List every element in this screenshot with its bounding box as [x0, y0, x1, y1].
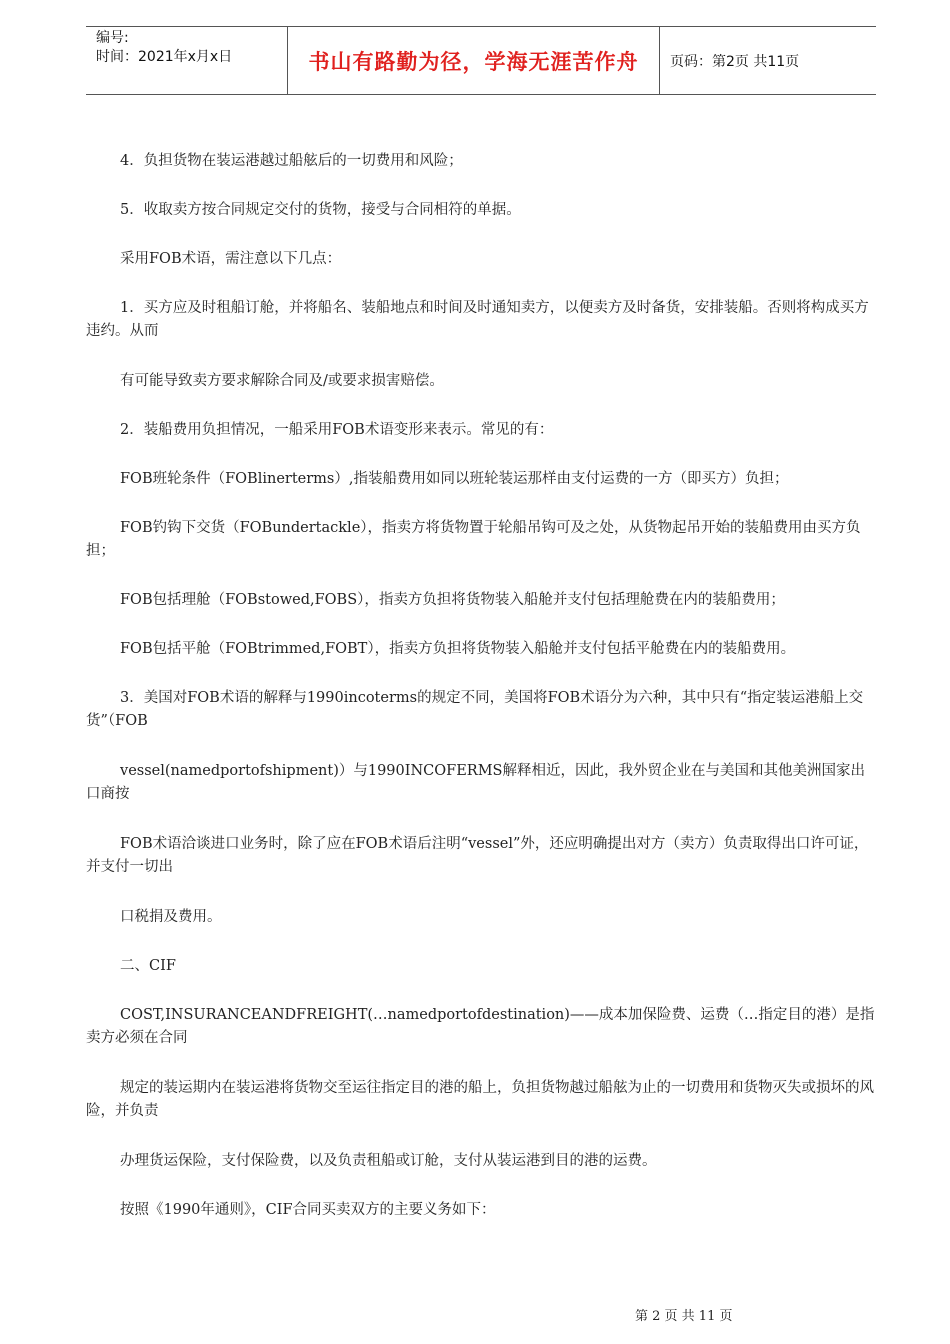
paragraph: 按照《1990年通则》，CIF合同买卖双方的主要义务如下： [120, 1202, 496, 1218]
paragraph: FOB班轮条件（FOBlinerterms）,指装船费用如同以班轮装运那样由支付运费的一方（即买方）负担； [120, 471, 789, 487]
paragraph: FOB钓钩下交货（FOBundertackle），指卖方将货物置于轮船吊钩可及之处，从货物起吊开始的装船费用由买方负担； [86, 520, 861, 559]
paragraph: 5．收取卖方按合同规定交付的货物，接受与合同相符的单据。 [120, 202, 521, 218]
footer-page-number: 第 2 页 共 11 页 [635, 1309, 733, 1324]
paragraph: 办理货运保险，支付保险费，以及负责租船或订舱，支付从装运港到目的港的运费。 [120, 1153, 657, 1169]
paragraph: 4．负担货物在装运港越过船舷后的一切费用和风险； [120, 153, 463, 169]
paragraph: FOB包括理舱（FOBstowed,FOBS），指卖方负担将货物装入船舱并支付包括理舱费在内的装船费用； [120, 592, 785, 608]
time-label: 时间：2021年x月x日 [96, 49, 233, 65]
paragraph: 有可能导致卖方要求解除合同及/或要求损害赔偿。 [120, 373, 444, 389]
header-motto: 书山有路勤为径，学海无涯苦作舟 [308, 49, 639, 74]
paragraph: 采用FOB术语，需注意以下几点： [120, 251, 342, 267]
paragraph: 二、CIF [120, 958, 176, 974]
page-header [86, 26, 876, 95]
header-info [96, 29, 286, 67]
header-page-number: 页码：第2页 共11页 [670, 53, 800, 70]
paragraph: FOB术语洽谈进口业务时，除了应在FOB术语后注明“vessel”外，还应明确提出对方（卖方）负责取得出口许可证，并支付一切出 [86, 836, 869, 875]
serial-label: 编号: [96, 30, 129, 46]
paragraph: 口税捐及费用。 [120, 909, 222, 925]
paragraph: 2．装船费用负担情况，一船采用FOB术语变形来表示。常见的有： [120, 422, 554, 438]
paragraph: COST,INSURANCEANDFREIGHT(…namedportofdestination)——成本加保险费、运费（…指定目的港）是指卖方必须在合同 [86, 1007, 875, 1046]
paragraph: vessel(namedportofshipment)）与1990INCOFERMS解释相近，因此，我外贸企业在与美国和其他美洲国家出口商按 [86, 763, 865, 802]
paragraph: 规定的装运期内在装运港将货物交至运往指定目的港的船上，负担货物越过船舷为止的一切费用和货物灭失或损坏的风险，并负责 [86, 1080, 874, 1119]
header-divider [659, 27, 660, 94]
paragraph: 3．美国对FOB术语的解释与1990incoterms的规定不同，美国将FOB术语分为六种，其中只有“指定装运港船上交货”（FOB [86, 690, 864, 729]
paragraph: FOB包括平舱（FOBtrimmed,FOBT），指卖方负担将货物装入船舱并支付包括平舱费在内的装船费用。 [120, 641, 796, 657]
document-body [86, 150, 876, 1222]
paragraph: 1．买方应及时租船订舱，并将船名、装船地点和时间及时通知卖方，以便卖方及时备货，安排装船。否则将构成买方违约。从而 [86, 300, 869, 339]
